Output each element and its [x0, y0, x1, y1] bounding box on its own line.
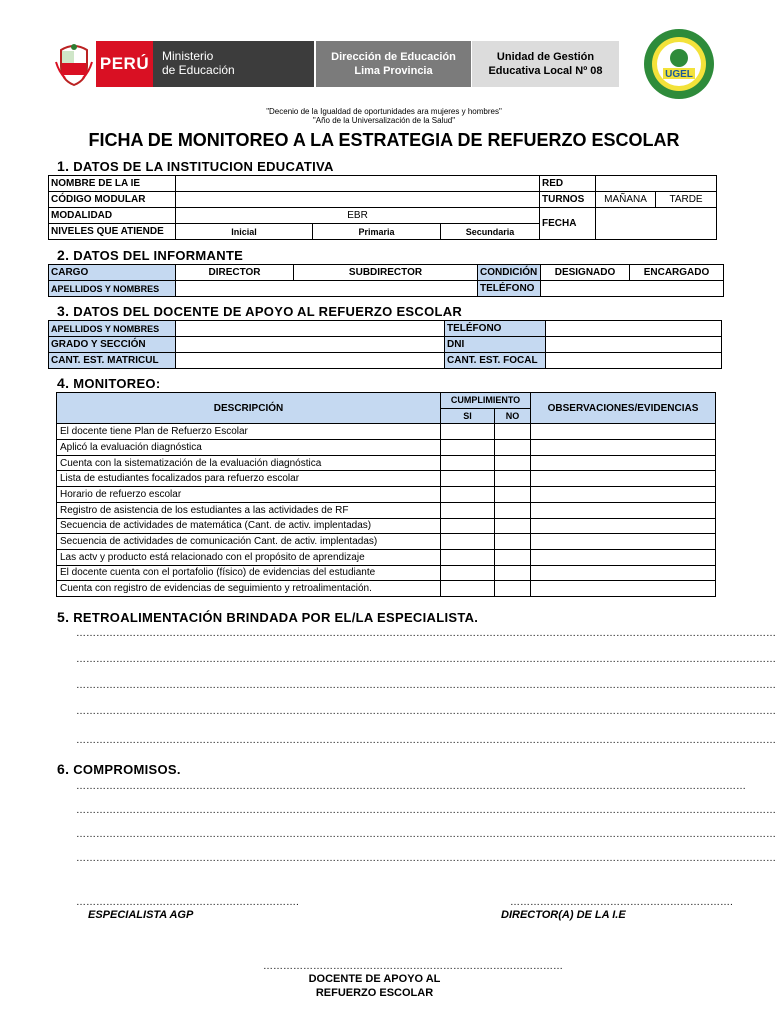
docente-apellidos-label: APELLIDOS Y NOMBRES — [49, 321, 176, 337]
informante-apellidos-field[interactable] — [176, 281, 478, 297]
si-checkbox-cell[interactable] — [441, 565, 495, 581]
no-checkbox-cell[interactable] — [495, 534, 531, 550]
observaciones-cell[interactable] — [531, 549, 716, 565]
si-checkbox-cell[interactable] — [441, 518, 495, 534]
dni-label: DNI — [445, 337, 546, 353]
modalidad-label: MODALIDAD — [49, 208, 176, 224]
no-checkbox-cell[interactable] — [495, 565, 531, 581]
grado-field[interactable] — [176, 337, 445, 353]
ministerio-logo — [96, 41, 314, 87]
col-no: NO — [495, 408, 531, 424]
codigo-modular-label: CÓDIGO MODULAR — [49, 192, 176, 208]
no-checkbox-cell[interactable] — [495, 518, 531, 534]
compromiso-line-2[interactable]: ………………………………………………………………………………………………………………………………………………………………………………………… — [76, 805, 776, 816]
monitoreo-item-label: El docente cuenta con el portafolio (físico) de evidencias del estudiante — [57, 565, 441, 581]
cargo-director-option[interactable]: DIRECTOR — [176, 265, 294, 281]
monitoreo-row — [57, 534, 716, 550]
monitoreo-item-label: Secuencia de actividades de matemática (Cant. de activ. implentadas) — [57, 518, 441, 534]
nombre-ie-label: NOMBRE DE LA IE — [49, 176, 176, 192]
si-checkbox-cell[interactable] — [441, 424, 495, 440]
observaciones-cell[interactable] — [531, 487, 716, 503]
no-checkbox-cell[interactable] — [495, 440, 531, 456]
si-checkbox-cell[interactable] — [441, 487, 495, 503]
monitoreo-table — [56, 392, 716, 597]
turnos-label: TURNOS — [540, 192, 596, 208]
cargo-subdirector-option[interactable]: SUBDIRECTOR — [294, 265, 478, 281]
niveles-label: NIVELES QUE ATIENDE — [49, 224, 176, 240]
retro-line-4[interactable]: ………………………………………………………………………………………………………………………………………………………………………………………… — [76, 706, 776, 717]
section1-heading: 1. DATOS DE LA INSTITUCION EDUCATIVA — [57, 158, 334, 174]
docente-telefono-label: TELÉFONO — [445, 321, 546, 337]
condicion-designado-option[interactable]: DESIGNADO — [541, 265, 630, 281]
no-checkbox-cell[interactable] — [495, 424, 531, 440]
section4-heading: 4. MONITOREO: — [57, 375, 161, 391]
monitoreo-item-label: Horario de refuerzo escolar — [57, 487, 441, 503]
ugel-block: Unidad de Gestión Educativa Local Nº 08 — [472, 41, 619, 87]
especialista-label: ESPECIALISTA AGP — [88, 909, 194, 921]
monitoreo-item-label: Registro de asistencia de los estudiantes a las actividades de RF — [57, 502, 441, 518]
col-cumplimiento: CUMPLIMIENTO — [441, 393, 531, 409]
docente-telefono-field[interactable] — [546, 321, 722, 337]
observaciones-cell[interactable] — [531, 440, 716, 456]
informante-table — [48, 264, 724, 297]
observaciones-cell[interactable] — [531, 471, 716, 487]
decenio-line: "Decenio de la Igualdad de oportunidades ara mujeres y hombres" — [266, 107, 502, 116]
cargo-label: CARGO — [49, 265, 176, 281]
monitoreo-row — [57, 581, 716, 597]
no-checkbox-cell[interactable] — [495, 487, 531, 503]
section6-heading: 6. COMPROMISOS. — [57, 761, 181, 777]
compromiso-line-3[interactable]: ………………………………………………………………………………………………………………………………………………………………………………………… — [76, 829, 776, 840]
monitoreo-item-label: Las actv y producto está relacionado con el propósito de aprendizaje — [57, 549, 441, 565]
si-checkbox-cell[interactable] — [441, 455, 495, 471]
nivel-primaria-option[interactable]: Primaria — [313, 224, 441, 240]
section3-heading: 3. DATOS DEL DOCENTE DE APOYO AL REFUERZO ESCOLAR — [57, 303, 463, 319]
observaciones-cell[interactable] — [531, 424, 716, 440]
si-checkbox-cell[interactable] — [441, 471, 495, 487]
turno-tarde-option[interactable]: TARDE — [656, 192, 717, 208]
matricul-field[interactable] — [176, 353, 445, 369]
docente-apellidos-field[interactable] — [176, 321, 445, 337]
observaciones-cell[interactable] — [531, 502, 716, 518]
docente-signature-line[interactable]: ……………………………………………………………………………… — [263, 961, 563, 972]
no-checkbox-cell[interactable] — [495, 471, 531, 487]
codigo-modular-field[interactable] — [176, 192, 540, 208]
observaciones-cell[interactable] — [531, 581, 716, 597]
si-checkbox-cell[interactable] — [441, 440, 495, 456]
retro-line-1[interactable]: ………………………………………………………………………………………………………………………………………………………………………………………… — [76, 628, 776, 639]
col-observaciones: OBSERVACIONES/EVIDENCIAS — [531, 393, 716, 424]
svg-text:UGEL: UGEL — [665, 69, 693, 80]
monitoreo-item-label: Aplicó la evaluación diagnóstica — [57, 440, 441, 456]
monitoreo-row — [57, 424, 716, 440]
grado-label: GRADO Y SECCIÓN — [49, 337, 176, 353]
monitoreo-row — [57, 440, 716, 456]
nivel-secundaria-option[interactable]: Secundaria — [441, 224, 540, 240]
page-title: FICHA DE MONITOREO A LA ESTRATEGIA DE REFUERZO ESCOLAR — [88, 130, 680, 150]
monitoreo-item-label: Lista de estudiantes focalizados para refuerzo escolar — [57, 471, 441, 487]
informante-telefono-label: TELÉFONO — [478, 281, 541, 297]
informante-apellidos-label: APELLIDOS Y NOMBRES — [49, 281, 176, 297]
condicion-label: CONDICIÓN — [478, 265, 541, 281]
monitoreo-item-label: Cuenta con la sistematización de la evaluación diagnóstica — [57, 455, 441, 471]
nivel-inicial-option[interactable]: Inicial — [176, 224, 313, 240]
ugel-seal-icon — [643, 28, 715, 100]
peru-coat-of-arms-icon — [55, 42, 93, 86]
peru-label: PERÚ — [96, 41, 153, 87]
section2-heading: 2. DATOS DEL INFORMANTE — [57, 247, 244, 263]
col-descripcion: DESCRIPCIÓN — [57, 393, 441, 424]
monitoreo-item-label: Cuenta con registro de evidencias de seguimiento y retroalimentación. — [57, 581, 441, 597]
compromiso-line-1[interactable]: ………………………………………………………………………………………………………………………………………………………………………………… — [76, 781, 746, 792]
monitoreo-row — [57, 518, 716, 534]
institution-table — [48, 175, 717, 240]
observaciones-cell[interactable] — [531, 518, 716, 534]
red-field[interactable] — [596, 176, 717, 192]
retro-line-3[interactable]: ………………………………………………………………………………………………………………………………………………………………………………………… — [76, 680, 776, 691]
compromiso-line-4[interactable]: ………………………………………………………………………………………………………………………………………………………………………………………… — [76, 853, 776, 864]
turno-manana-option[interactable]: MAÑANA — [596, 192, 656, 208]
no-checkbox-cell[interactable] — [495, 549, 531, 565]
observaciones-cell[interactable] — [531, 455, 716, 471]
ministerio-name: Ministerio de Educación — [153, 41, 314, 87]
monitoreo-item-label: El docente tiene Plan de Refuerzo Escolar — [57, 424, 441, 440]
monitoreo-item-label: Secuencia de actividades de comunicación Cant. de activ. implentadas) — [57, 534, 441, 550]
no-checkbox-cell[interactable] — [495, 581, 531, 597]
modalidad-value: EBR — [176, 208, 540, 224]
no-checkbox-cell[interactable] — [495, 455, 531, 471]
si-checkbox-cell[interactable] — [441, 549, 495, 565]
section5-heading: 5. RETROALIMENTACIÓN BRINDADA POR EL/LA ESPECIALISTA. — [57, 609, 479, 625]
especialista-signature-line[interactable]: …………………………………………………………. — [76, 897, 299, 908]
direccion-block: Dirección de Educación Lima Provincia — [316, 41, 471, 87]
monitoreo-row — [57, 549, 716, 565]
monitoreo-row — [57, 565, 716, 581]
focal-label: CANT. EST. FOCAL — [445, 353, 546, 369]
si-checkbox-cell[interactable] — [441, 534, 495, 550]
monitoreo-row — [57, 471, 716, 487]
docente-table — [48, 320, 722, 369]
retro-line-2[interactable]: ………………………………………………………………………………………………………………………………………………………………………………………… — [76, 654, 776, 665]
nombre-ie-field[interactable] — [176, 176, 540, 192]
docente-label: DOCENTE DE APOYO AL REFUERZO ESCOLAR — [308, 973, 441, 999]
monitoreo-row — [57, 502, 716, 518]
fecha-field[interactable] — [596, 208, 717, 240]
matricul-label: CANT. EST. MATRICUL — [49, 353, 176, 369]
col-si: SI — [441, 408, 495, 424]
condicion-encargado-option[interactable]: ENCARGADO — [630, 265, 724, 281]
informante-telefono-field[interactable] — [541, 281, 724, 297]
si-checkbox-cell[interactable] — [441, 581, 495, 597]
dni-field[interactable] — [546, 337, 722, 353]
year-line: "Año de la Universalización de la Salud" — [312, 116, 456, 125]
monitoreo-row — [57, 487, 716, 503]
observaciones-cell[interactable] — [531, 534, 716, 550]
fecha-label: FECHA — [540, 208, 596, 240]
red-label: RED — [540, 176, 596, 192]
director-signature-line[interactable]: …………………………………………………………. — [510, 897, 733, 908]
monitoreo-row — [57, 455, 716, 471]
retro-line-5[interactable]: ………………………………………………………………………………………………………………………………………………………………………………………… — [76, 735, 776, 746]
si-checkbox-cell[interactable] — [441, 502, 495, 518]
observaciones-cell[interactable] — [531, 565, 716, 581]
director-label: DIRECTOR(A) DE LA I.E — [501, 909, 626, 921]
no-checkbox-cell[interactable] — [495, 502, 531, 518]
focal-field[interactable] — [546, 353, 722, 369]
